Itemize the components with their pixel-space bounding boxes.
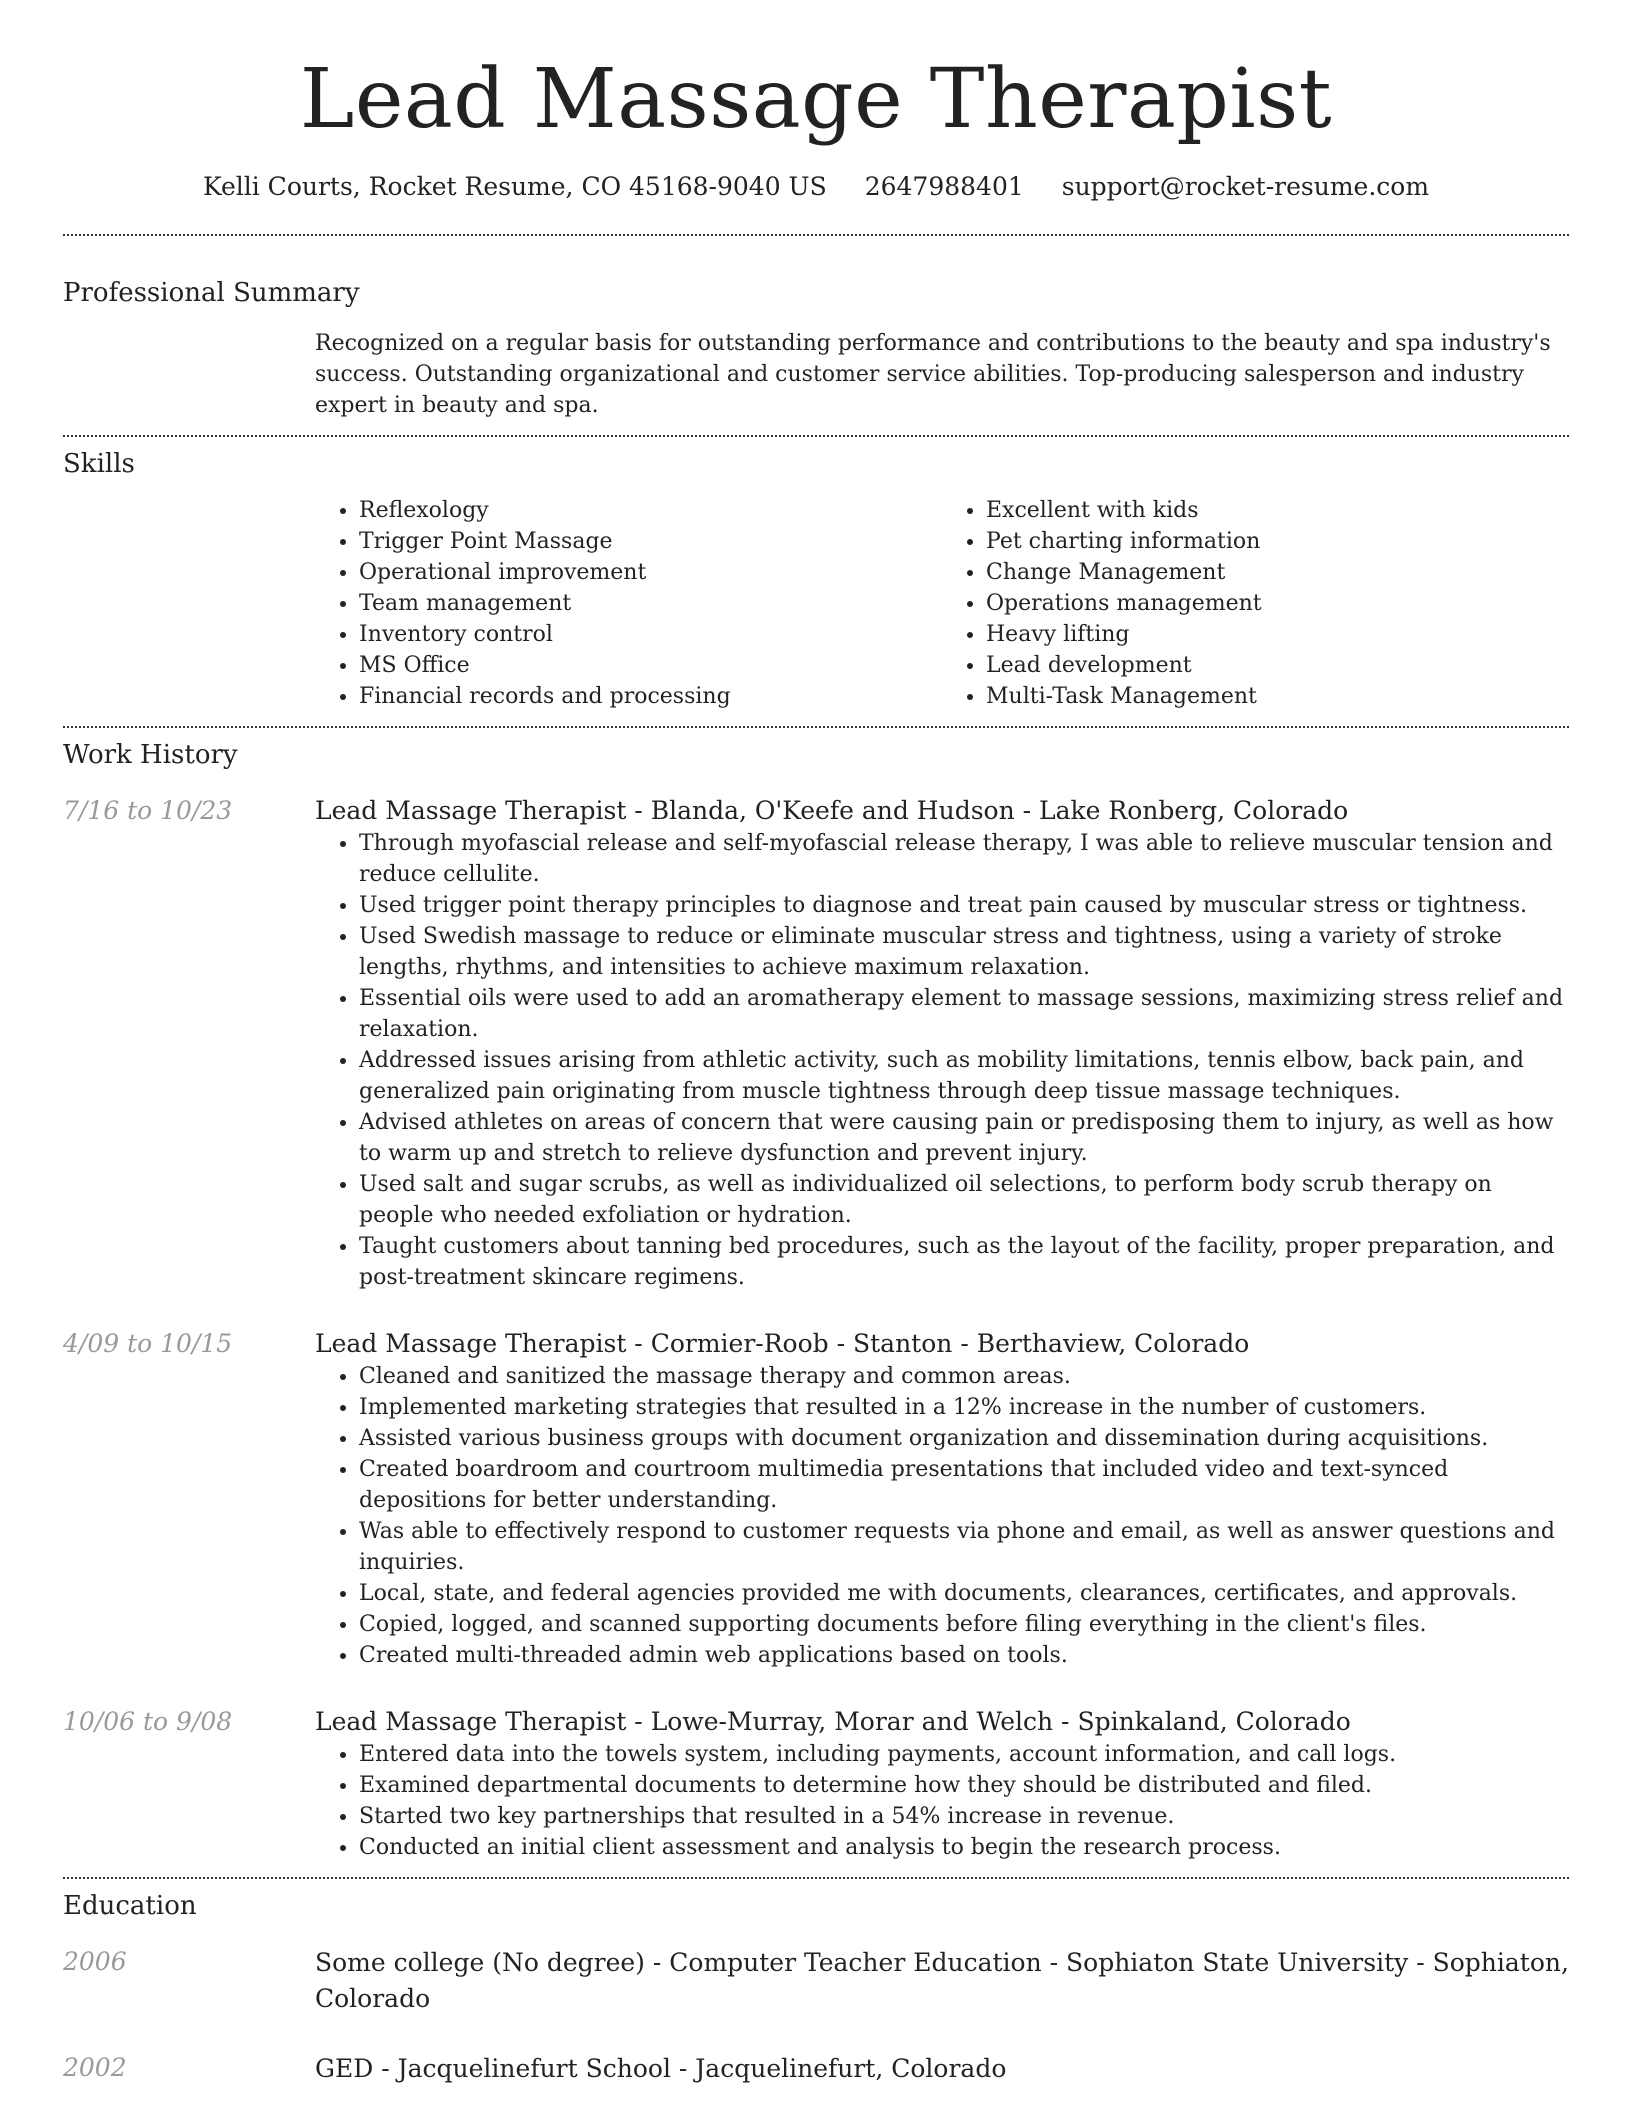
job-bullet: • Was able to effectively respond to customer requests via phone and email, as well as answer questions and inquiries. [359,1516,1569,1578]
skill-item: • Pet charting information [986,526,1569,557]
contact-phone: 2647988401 [864,172,1024,201]
job-bullet: • Entered data into the towels system, including payments, account information, and call logs. [359,1739,1569,1770]
job-dates: 4/09 to 10/15 [63,1329,233,1358]
job-bullet: • Copied, logged, and scanned supporting documents before filing everything in the client's files. [359,1609,1569,1640]
section-title-education: Education [63,1891,197,1921]
job-header [63,794,1569,1293]
job-bullet: • Created boardroom and courtroom multimedia presentations that included video and text-synced depositions for better understanding. [359,1454,1569,1516]
skill-item: • Operations management [986,588,1569,619]
education-entry [63,1945,1569,2017]
skills-list-right [942,495,1569,712]
skill-item: • Heavy lifting [986,619,1569,650]
contact-address: Kelli Courts, Rocket Resume, CO 45168-9040 US [202,172,827,201]
skills-section [63,437,1569,726]
education-title: GED - Jacquelinefurt School - Jacquelinefurt, Colorado [315,2054,1007,2083]
skill-item: • Lead development [986,650,1569,681]
job-entry [63,1705,1569,1863]
skill-item: • Change Management [986,557,1569,588]
job-bullet: • Started two key partnerships that resulted in a 54% increase in revenue. [359,1801,1569,1832]
job-bullet: • Advised athletes on areas of concern that were causing pain or predisposing them to injury, as well as how to warm up and stretch to relieve dysfunction and prevent injury. [359,1107,1569,1169]
education-year: 2006 [63,1947,127,1976]
job-header [63,1705,1569,1863]
skill-item: • Excellent with kids [986,495,1569,526]
job-title: Lead Massage Therapist - Cormier-Roob - Stanton - Berthaview, Colorado [315,1329,1250,1358]
job-bullet: • Local, state, and federal agencies provided me with documents, clearances, certificates, and approvals. [359,1578,1569,1609]
summary-text: Recognized on a regular basis for outstanding performance and contributions to the beauty and spa industry's success. Outstanding organizational and customer service abilities. Top-producing salesperson and industry expert in beauty and spa. [315,331,1551,418]
job-bullet: • Assisted various business groups with document organization and dissemination during acquisitions. [359,1423,1569,1454]
skill-item: • Operational improvement [359,557,942,588]
section-title-summary: Professional Summary [63,278,360,308]
education-title: Some college (No degree) - Computer Teacher Education - Sophiaton State University - Sophiaton, Colorado [315,1948,1569,2013]
job-bullet: • Conducted an initial client assessment and analysis to begin the research process. [359,1832,1569,1863]
job-bullet: • Essential oils were used to add an aromatherapy element to massage sessions, maximizing stress relief and relaxation. [359,983,1569,1045]
job-bullet: • Addressed issues arising from athletic activity, such as mobility limitations, tennis elbow, back pain, and generalized pain originating from muscle tightness through deep tissue massage techniques. [359,1045,1569,1107]
job-bullet: • Used salt and sugar scrubs, as well as individualized oil selections, to perform body scrub therapy on people who needed exfoliation or hydration. [359,1169,1569,1231]
skill-item: • MS Office [359,650,942,681]
summary-section [63,236,1569,435]
job-title: Lead Massage Therapist - Lowe-Murray, Morar and Welch - Spinkaland, Colorado [315,1707,1351,1736]
job-bullet: • Examined departmental documents to determine how they should be distributed and filed. [359,1770,1569,1801]
job-bullet: • Taught customers about tanning bed procedures, such as the layout of the facility, proper preparation, and post-treatment skincare regimens. [359,1231,1569,1293]
job-entry [63,1327,1569,1671]
education-list [63,1945,1569,2087]
skills-grid [315,495,1569,712]
resume-name: Lead Massage Therapist [299,52,1333,147]
contact-email: support@rocket-resume.com [1061,172,1430,201]
job-body [315,1327,1569,1671]
skills-list-left [315,495,942,712]
job-bullet: • Through myofascial release and self-myofascial release therapy, I was able to relieve muscular tension and reduce cellulite. [359,828,1569,890]
work-history-section [63,728,1569,1877]
education-entry [63,2051,1569,2087]
skill-item: • Reflexology [359,495,942,526]
jobs-list [63,794,1569,1863]
job-bullets [315,828,1569,1293]
job-body [315,794,1569,1293]
job-body [315,1705,1569,1863]
job-bullets [315,1739,1569,1863]
skill-item: • Team management [359,588,942,619]
job-dates: 7/16 to 10/23 [63,796,233,825]
job-title: Lead Massage Therapist - Blanda, O'Keefe and Hudson - Lake Ronberg, Colorado [315,796,1349,825]
job-bullet: • Used Swedish massage to reduce or eliminate muscular stress and tightness, using a variety of stroke lengths, rhythms, and intensities to achieve maximum relaxation. [359,921,1569,983]
job-entry [63,794,1569,1293]
job-bullets [315,1361,1569,1671]
skill-item: • Financial records and processing [359,681,942,712]
education-section [63,1879,1569,2101]
job-dates: 10/06 to 9/08 [63,1707,233,1736]
contact-line [63,170,1569,204]
job-bullet: • Used trigger point therapy principles to diagnose and treat pain caused by muscular stress or tightness. [359,890,1569,921]
section-title-work: Work History [63,740,238,770]
job-bullet: • Cleaned and sanitized the massage therapy and common areas. [359,1361,1569,1392]
section-title-skills: Skills [63,449,135,479]
resume-header [63,0,1569,204]
skill-item: • Inventory control [359,619,942,650]
skill-item: • Trigger Point Massage [359,526,942,557]
job-bullet: • Implemented marketing strategies that resulted in a 12% increase in the number of customers. [359,1392,1569,1423]
skill-item: • Multi-Task Management [986,681,1569,712]
education-year: 2002 [63,2053,127,2082]
job-bullet: • Created multi-threaded admin web applications based on tools. [359,1640,1569,1671]
job-header [63,1327,1569,1671]
